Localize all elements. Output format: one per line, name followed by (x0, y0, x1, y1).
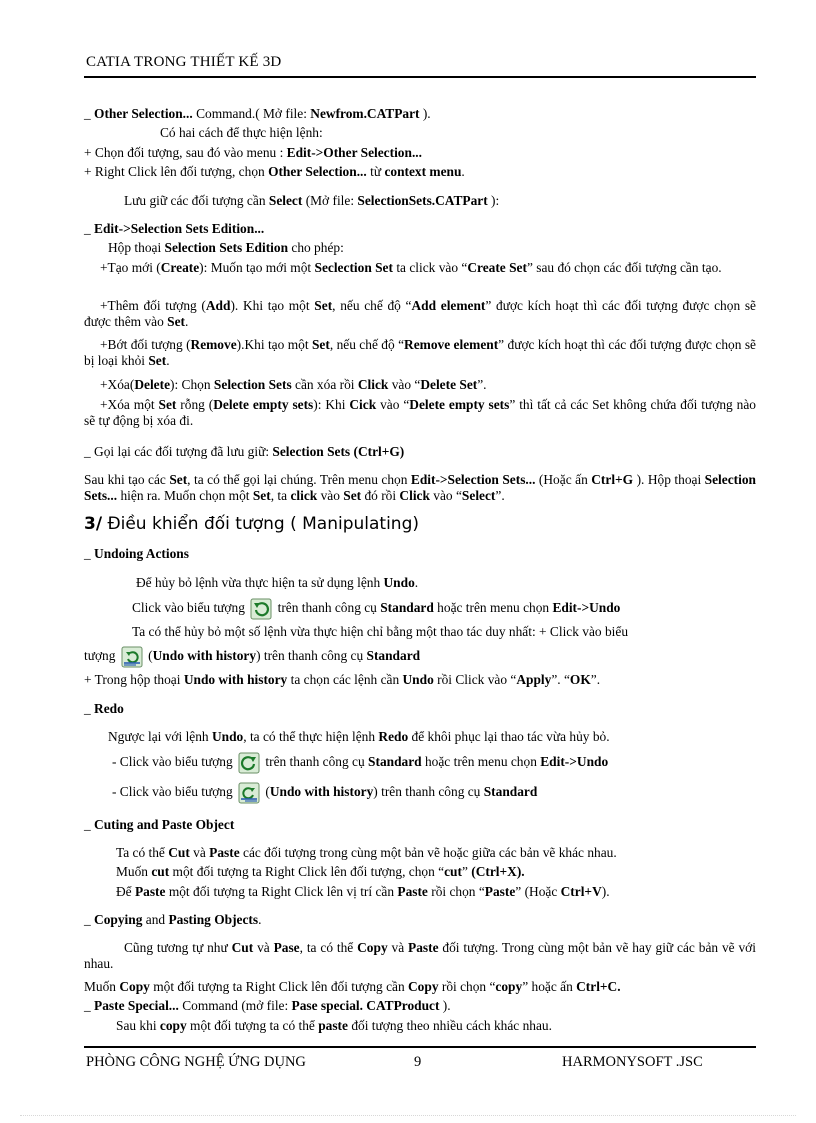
text-run: . (166, 353, 170, 368)
redo-icon (238, 752, 260, 774)
bold-run: Edit->Undo (540, 754, 609, 770)
text-line (84, 397, 756, 429)
text-run: rồi chọn “ (427, 884, 485, 899)
text-run: ): Muốn tạo mới một (199, 260, 315, 275)
bold-run: Ctrl+G (591, 472, 634, 487)
text-run: Cũng tương tự như (124, 940, 232, 955)
text-run: (Hoặc ấn (535, 472, 592, 487)
bold-run: Standard (483, 784, 538, 800)
bold-run: Set (148, 353, 167, 368)
text-run: . (461, 164, 465, 179)
footer-department: PHÒNG CÔNG NGHỆ ỨNG DỤNG (86, 1054, 306, 1070)
bold-run: Click (357, 377, 389, 392)
text-run: từ (366, 164, 385, 179)
bold-run: Ctrl+C. (576, 979, 621, 994)
text-run: _ (84, 817, 95, 832)
undo-icon (250, 598, 272, 620)
bold-run: Set (252, 488, 271, 503)
bold-run: OK (569, 672, 591, 687)
bold-run: Apply (516, 672, 552, 687)
text-run: Lưu giữ các đối tượng cần (124, 193, 269, 208)
bold-run: Seclection Set (314, 260, 393, 275)
text-run: . (185, 314, 189, 329)
text-line (84, 940, 756, 972)
text-run: Click vào biểu tượng (132, 600, 249, 616)
text-line (132, 624, 628, 640)
section-number: 3/ (84, 514, 103, 534)
text-line (84, 817, 234, 833)
text-run: Muốn (84, 979, 120, 994)
bold-run: Remove (190, 337, 237, 352)
bold-run: Cut (231, 940, 254, 955)
bold-run: Copy (408, 979, 439, 994)
text-line (84, 701, 124, 717)
text-run: một đối tượng ta Right Click lên vị trí cần (165, 884, 398, 899)
section-heading (84, 514, 419, 534)
text-run: và (387, 940, 409, 955)
bold-run: Click (399, 488, 430, 503)
text-run: trên thanh công cụ (274, 600, 381, 616)
text-line (84, 260, 756, 276)
bold-run: Paste (134, 884, 166, 899)
text-run: - Click vào biểu tượng (112, 784, 237, 800)
text-run: hoặc trên menu chọn (433, 600, 553, 616)
bold-run: Undo (402, 672, 434, 687)
footer-rule (84, 1046, 756, 1048)
text-run: ” (461, 864, 472, 879)
bold-run: Paste (408, 940, 439, 955)
bold-run: Edit->Undo (552, 600, 621, 616)
text-run: ): Khi (313, 397, 350, 412)
text-run: _ (84, 912, 95, 927)
text-run: cho phép: (288, 240, 344, 255)
bold-run: Paste (397, 884, 428, 899)
text-run: đối tượng theo nhiều cách khác nhau. (347, 1018, 552, 1033)
text-run: rồi chọn “ (438, 979, 496, 994)
text-run: Ngược lại với lệnh (108, 729, 212, 744)
text-run: vào (317, 488, 344, 503)
text-run: Để hủy bỏ lệnh vừa thực hiện ta sử dụng lệnh (136, 575, 384, 590)
footer-page-number: 9 (414, 1054, 422, 1070)
bold-run: Set (167, 314, 185, 329)
text-run: +Thêm đối tượng ( (100, 298, 206, 313)
text-run: ( (262, 784, 270, 800)
text-run: , ta có thể (299, 940, 358, 955)
bold-run: cut (444, 864, 462, 879)
text-run: - Click vào biểu tượng (112, 754, 237, 770)
text-run: vào “ (388, 377, 421, 392)
bold-run: Select (461, 488, 496, 503)
text-run: ” hoặc ấn (522, 979, 577, 994)
text-run: vào “ (429, 488, 462, 503)
bold-run: Pase special. CATProduct (291, 998, 440, 1013)
bold-run: Delete empty sets (213, 397, 314, 412)
bold-run: Undo (211, 729, 244, 744)
bold-run: Create (160, 260, 200, 275)
bold-run: Paste (209, 845, 240, 860)
text-run: (Mở file: (302, 193, 358, 208)
text-run: _ (84, 998, 95, 1013)
bold-run: Remove element (404, 337, 499, 352)
text-run: ) trên thanh công cụ (373, 784, 484, 800)
text-run: + Chọn đối tượng, sau đó vào menu : (84, 145, 287, 160)
bold-run: Undo with history (269, 784, 374, 800)
text-line (84, 672, 600, 688)
text-run: ” thì tất cả các Set không chứa đối tượng nào sẽ tự động bị xóa đi. (84, 397, 757, 428)
bold-run: Set (169, 472, 188, 487)
text-run: ”. “ (551, 672, 570, 687)
page-edge-divider (20, 1115, 796, 1116)
bold-run: Undo (383, 575, 415, 590)
text-line (160, 125, 323, 141)
bold-run: Add (205, 298, 231, 313)
text-run: _ (84, 546, 95, 561)
bold-run: Paste (484, 884, 516, 899)
text-run: ) trên thanh công cụ (256, 648, 367, 664)
text-run: ). Hộp thoại (633, 472, 705, 487)
text-run: +Tạo mới ( (100, 260, 161, 275)
bold-run: copy (495, 979, 523, 994)
text-line (116, 884, 610, 900)
redo-history-icon (238, 782, 260, 804)
text-line (132, 598, 620, 620)
bold-run: Set (158, 397, 177, 412)
text-run: ): (487, 193, 500, 208)
text-line (116, 864, 525, 880)
text-run: ” được kích hoạt thì các đối tượng được chọn sẽ bị loại khỏi (84, 337, 756, 368)
text-run: ).Khi tạo một (236, 337, 312, 352)
text-run: trên thanh công cụ (262, 754, 369, 770)
text-line (112, 752, 608, 774)
text-line (84, 145, 422, 161)
text-line (84, 979, 621, 995)
text-run: . (258, 912, 262, 927)
text-run: ). (419, 106, 431, 121)
footer-company: HARMONYSOFT .JSC (562, 1054, 703, 1070)
bold-run: (Ctrl+X). (471, 864, 525, 879)
text-line (124, 193, 499, 209)
text-run: Sau khi tạo các (84, 472, 170, 487)
text-run: một đối tượng ta có thể (186, 1018, 319, 1033)
text-line (116, 845, 617, 861)
header-rule (84, 76, 756, 78)
page-header: CATIA TRONG THIẾT KẾ 3D (86, 54, 282, 70)
bold-run: Undo with history (183, 672, 288, 687)
text-line (100, 377, 487, 393)
text-run: Command.( Mở file: (192, 106, 311, 121)
bold-run: Pase (273, 940, 300, 955)
bold-run: Other Selection... (94, 106, 193, 121)
bold-run: Edit->Other Selection... (286, 145, 422, 160)
bold-run: Redo (378, 729, 409, 744)
bold-run: Other Selection... (268, 164, 367, 179)
text-run: ). (601, 884, 610, 899)
text-run: ta chọn các lệnh cần (287, 672, 403, 687)
text-line (136, 575, 418, 591)
text-run: ”. (477, 377, 487, 392)
bold-run: Newfrom.CATPart (310, 106, 420, 121)
text-run: Hộp thoại (108, 240, 165, 255)
text-line (84, 472, 756, 504)
text-run: ). Khi tạo một (230, 298, 315, 313)
bold-run: Standard (366, 648, 421, 664)
text-run: , nếu chế độ “ (329, 337, 405, 352)
bold-run: Undo with history (152, 648, 257, 664)
text-run: ). (439, 998, 451, 1013)
text-run: rồi Click vào “ (433, 672, 517, 687)
text-run: ” (Hoặc (515, 884, 561, 899)
bold-run: Selection Sets Edition (164, 240, 289, 255)
bold-run: Selection Sets (213, 377, 292, 392)
bold-run: Paste Special... (94, 998, 179, 1013)
text-run: _ (84, 221, 95, 236)
bold-run: SelectionSets.CATPart (357, 193, 488, 208)
text-run: tượng (84, 648, 119, 664)
bold-run: Copy (357, 940, 388, 955)
text-run: _ (84, 701, 95, 716)
text-run: Ta có thể hủy bỏ một số lệnh vừa thực hiện chỉ bằng một thao tác duy nhất: + Click vào biểu (132, 624, 629, 639)
bold-run: Standard (368, 754, 422, 770)
bold-run: paste (318, 1018, 348, 1033)
text-run: , ta có thể gọi lại chúng. Trên menu chọn (187, 472, 411, 487)
bold-run: Create Set (467, 260, 527, 275)
text-run: _ Gọi lại các đối tượng đã lưu giữ: (84, 444, 273, 459)
text-line (112, 782, 537, 804)
bold-run: Redo (94, 701, 124, 716)
bold-run: Cut (168, 845, 190, 860)
text-line (116, 1018, 552, 1034)
text-line (84, 106, 431, 122)
text-line (84, 546, 189, 562)
text-line (84, 164, 465, 180)
text-line (84, 912, 261, 928)
text-run: và (253, 940, 274, 955)
text-run: Command (mở file: (178, 998, 292, 1013)
text-run: cần xóa rồi (291, 377, 358, 392)
text-run: hiện ra. Muốn chọn một (117, 488, 253, 503)
bold-run: Add element (411, 298, 486, 313)
bold-run: Set (314, 298, 333, 313)
text-run: Ta có thể (116, 845, 169, 860)
text-run: các đối tượng trong cùng một bản vẽ hoặc giữa các bản vẽ khác nhau. (239, 845, 617, 860)
text-run: Sau khi (116, 1018, 160, 1033)
text-run: ”. (495, 488, 505, 503)
bold-run: Delete empty sets (409, 397, 510, 412)
bold-run: Delete Set (420, 377, 478, 392)
text-run: ” được kích hoạt thì các đối tượng được chọn sẽ được thêm vào (84, 298, 756, 329)
text-run: ( (144, 648, 153, 664)
bold-run: copy (159, 1018, 187, 1033)
text-run: vào “ (376, 397, 410, 412)
text-run: +Xóa một (100, 397, 159, 412)
bold-run: click (290, 488, 318, 503)
text-run: , nếu chế độ “ (332, 298, 412, 313)
text-run: hoặc trên menu chọn (421, 754, 541, 770)
text-run: and (142, 912, 169, 927)
bold-run: Standard (380, 600, 434, 616)
text-run: + Trong hộp thoại (84, 672, 184, 687)
bold-run: Edit->Selection Sets Edition... (94, 221, 265, 236)
text-line (84, 998, 451, 1014)
bold-run: Cuting and Paste Object (94, 817, 235, 832)
text-run: rỗng ( (176, 397, 214, 412)
text-run: một đối tượng ta Right Click lên đối tượng, chọn “ (169, 864, 445, 879)
bold-run: Select (268, 193, 303, 208)
text-line (84, 221, 264, 237)
bold-run: Edit->Selection Sets... (410, 472, 536, 487)
text-run: ): Chọn (170, 377, 214, 392)
bold-run: Selection Sets... (84, 472, 756, 503)
text-run: _ (84, 106, 95, 121)
bold-run: Ctrl+V (560, 884, 602, 899)
bold-run: Undoing Actions (94, 546, 189, 561)
section-title: Điều khiển đối tượng ( Manipulating) (107, 514, 420, 534)
undo-history-icon (121, 646, 143, 668)
text-run: , ta (270, 488, 291, 503)
bold-run: context menu (384, 164, 462, 179)
text-line (84, 298, 756, 330)
text-run: Có hai cách để thực hiện lệnh: (160, 125, 323, 140)
text-run: +Bớt đối tượng ( (100, 337, 191, 352)
text-line (108, 729, 610, 745)
text-run: đó rồi (361, 488, 400, 503)
bold-run: Set (343, 488, 362, 503)
text-run: ta click vào “ (392, 260, 468, 275)
text-line (84, 646, 420, 668)
text-run: ” sau đó chọn các đối tượng cần tạo. (526, 260, 722, 275)
text-run: +Xóa( (100, 377, 135, 392)
bold-run: Pasting Objects (168, 912, 259, 927)
text-line (108, 240, 344, 256)
text-run: đối tượng. Trong cùng một bản vẽ hay giữ các bản vẽ với nhau. (84, 940, 756, 971)
bold-run: Copying (94, 912, 143, 927)
text-run: để khôi phục lại thao tác vừa hủy bỏ. (408, 729, 610, 744)
text-run: một đối tượng ta Right Click lên đối tượng cần (149, 979, 409, 994)
text-run: Để (116, 884, 135, 899)
bold-run: Cick (349, 397, 377, 412)
text-run: và (189, 845, 210, 860)
text-run: + Right Click lên đối tượng, chọn (84, 164, 269, 179)
text-run: , ta có thể thực hiện lệnh (243, 729, 379, 744)
bold-run: Copy (119, 979, 150, 994)
text-run: ”. (590, 672, 601, 687)
bold-run: Delete (134, 377, 171, 392)
bold-run: Selection Sets (Ctrl+G) (272, 444, 405, 459)
text-line (84, 444, 404, 460)
text-run: Muốn (116, 864, 152, 879)
bold-run: Set (311, 337, 330, 352)
text-line (84, 337, 756, 369)
bold-run: cut (151, 864, 170, 879)
text-run: . (414, 575, 419, 590)
